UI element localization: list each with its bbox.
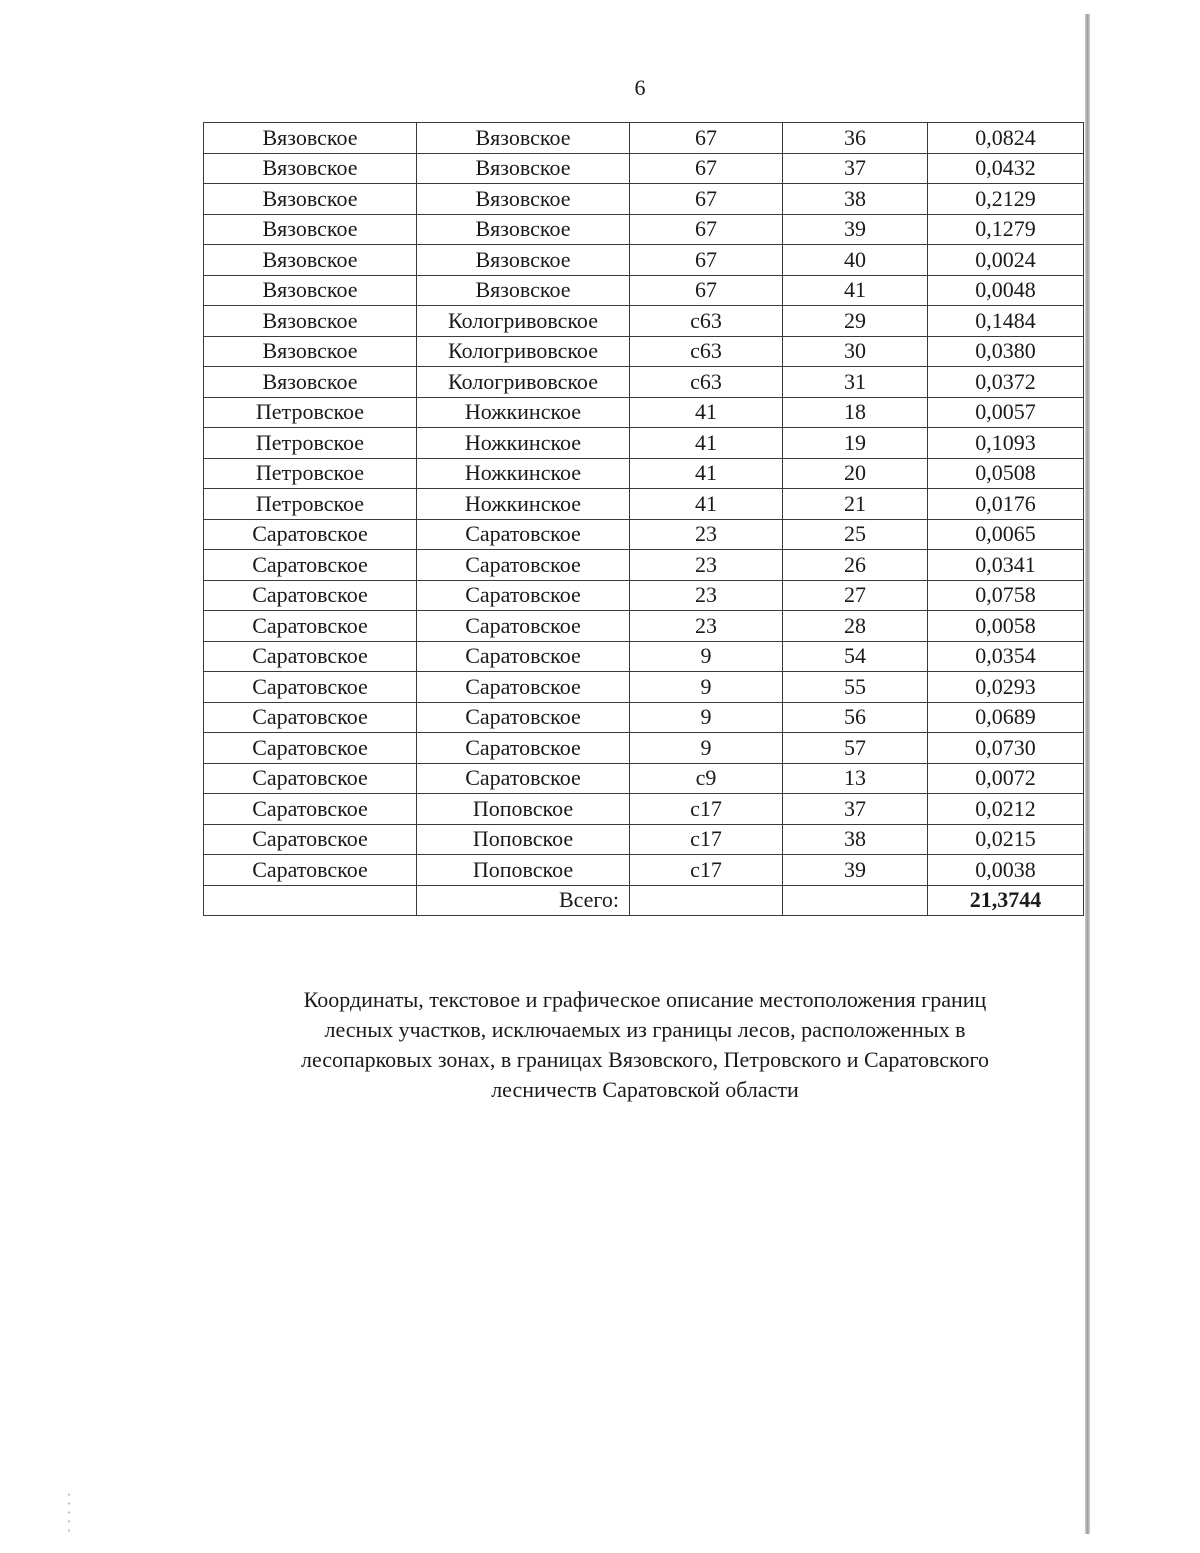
cell-area: 0,0212 — [928, 794, 1084, 825]
cell-allotment: 57 — [783, 733, 928, 764]
table-row — [204, 641, 1084, 672]
table-row — [204, 428, 1084, 459]
cell-allotment: 54 — [783, 641, 928, 672]
cell-forestry: Саратовское — [204, 519, 417, 550]
cell-quarter: 67 — [630, 123, 783, 154]
table-row — [204, 306, 1084, 337]
table-body — [204, 123, 1084, 916]
cell-district-forestry: Вязовское — [417, 214, 630, 245]
cell-area: 0,2129 — [928, 184, 1084, 215]
cell-area: 0,0072 — [928, 763, 1084, 794]
cell-allotment: 39 — [783, 214, 928, 245]
cell-area: 0,0824 — [928, 123, 1084, 154]
caption-line: Координаты, текстовое и графическое описание местоположения границ — [303, 987, 987, 1012]
cell-forestry: Саратовское — [204, 580, 417, 611]
cell-area: 0,0354 — [928, 641, 1084, 672]
cell-district-forestry: Саратовское — [417, 672, 630, 703]
cell-district-forestry: Кологривовское — [417, 306, 630, 337]
cell-allotment: 21 — [783, 489, 928, 520]
cell-quarter: 41 — [630, 489, 783, 520]
table-row — [204, 184, 1084, 215]
table-row — [204, 153, 1084, 184]
cell-district-forestry: Вязовское — [417, 153, 630, 184]
cell-quarter: 23 — [630, 580, 783, 611]
cell-area: 0,0380 — [928, 336, 1084, 367]
cell-district-forestry: Вязовское — [417, 184, 630, 215]
cell-forestry: Вязовское — [204, 336, 417, 367]
cell-district-forestry: Вязовское — [417, 275, 630, 306]
cell-allotment: 38 — [783, 824, 928, 855]
cell-area: 0,0293 — [928, 672, 1084, 703]
scan-artifact-dots — [66, 1490, 72, 1534]
cell-forestry: Саратовское — [204, 733, 417, 764]
total-row — [204, 885, 1084, 916]
table-row — [204, 519, 1084, 550]
cell-allotment: 37 — [783, 153, 928, 184]
total-empty-cell — [204, 885, 417, 916]
total-empty-cell — [783, 885, 928, 916]
cell-forestry: Саратовское — [204, 550, 417, 581]
cell-district-forestry: Поповское — [417, 824, 630, 855]
cell-area: 0,0432 — [928, 153, 1084, 184]
cell-district-forestry: Саратовское — [417, 519, 630, 550]
caption-line: лесопарковых зонах, в границах Вязовского, Петровского и Саратовского — [300, 1047, 990, 1072]
cell-forestry: Вязовское — [204, 367, 417, 398]
cell-quarter: 67 — [630, 184, 783, 215]
scanned-page-edge — [1085, 14, 1090, 1534]
cell-area: 0,0176 — [928, 489, 1084, 520]
cell-district-forestry: Кологривовское — [417, 367, 630, 398]
cell-district-forestry: Ножкинское — [417, 397, 630, 428]
cell-area: 0,0341 — [928, 550, 1084, 581]
table-row — [204, 855, 1084, 886]
cell-allotment: 25 — [783, 519, 928, 550]
cell-forestry: Саратовское — [204, 855, 417, 886]
cell-forestry: Саратовское — [204, 611, 417, 642]
table-row — [204, 245, 1084, 276]
cell-quarter: 67 — [630, 214, 783, 245]
cell-area: 0,0065 — [928, 519, 1084, 550]
forest-plots-table — [203, 122, 1084, 916]
cell-area: 0,0215 — [928, 824, 1084, 855]
cell-forestry: Саратовское — [204, 672, 417, 703]
table-row — [204, 458, 1084, 489]
cell-forestry: Вязовское — [204, 184, 417, 215]
cell-allotment: 30 — [783, 336, 928, 367]
cell-quarter: 23 — [630, 550, 783, 581]
cell-allotment: 37 — [783, 794, 928, 825]
cell-area: 0,1484 — [928, 306, 1084, 337]
cell-forestry: Вязовское — [204, 245, 417, 276]
cell-quarter: 23 — [630, 611, 783, 642]
table-row — [204, 550, 1084, 581]
caption-line: лесничеств Саратовской области — [491, 1077, 799, 1102]
cell-allotment: 40 — [783, 245, 928, 276]
cell-allotment: 18 — [783, 397, 928, 428]
table-row — [204, 397, 1084, 428]
cell-quarter: с63 — [630, 367, 783, 398]
cell-area: 0,0058 — [928, 611, 1084, 642]
cell-district-forestry: Кологривовское — [417, 336, 630, 367]
cell-allotment: 29 — [783, 306, 928, 337]
cell-quarter: с9 — [630, 763, 783, 794]
cell-forestry: Вязовское — [204, 153, 417, 184]
total-label: Всего: — [417, 885, 630, 916]
cell-allotment: 20 — [783, 458, 928, 489]
table-row — [204, 733, 1084, 764]
cell-area: 0,0024 — [928, 245, 1084, 276]
cell-quarter: 23 — [630, 519, 783, 550]
cell-area: 0,0730 — [928, 733, 1084, 764]
cell-allotment: 38 — [783, 184, 928, 215]
cell-allotment: 13 — [783, 763, 928, 794]
cell-allotment: 56 — [783, 702, 928, 733]
cell-allotment: 19 — [783, 428, 928, 459]
cell-quarter: 67 — [630, 275, 783, 306]
cell-quarter: 67 — [630, 153, 783, 184]
cell-quarter: 41 — [630, 428, 783, 459]
cell-forestry: Саратовское — [204, 824, 417, 855]
cell-allotment: 55 — [783, 672, 928, 703]
table-row — [204, 580, 1084, 611]
cell-allotment: 41 — [783, 275, 928, 306]
table-row — [204, 214, 1084, 245]
cell-allotment: 36 — [783, 123, 928, 154]
total-empty-cell — [630, 885, 783, 916]
cell-area: 0,1279 — [928, 214, 1084, 245]
cell-area: 0,0758 — [928, 580, 1084, 611]
table-row — [204, 794, 1084, 825]
cell-forestry: Вязовское — [204, 214, 417, 245]
cell-forestry: Петровское — [204, 397, 417, 428]
cell-quarter: с17 — [630, 824, 783, 855]
cell-area: 0,0048 — [928, 275, 1084, 306]
cell-district-forestry: Саратовское — [417, 550, 630, 581]
section-caption — [210, 985, 1080, 1105]
cell-allotment: 28 — [783, 611, 928, 642]
cell-area: 0,0508 — [928, 458, 1084, 489]
cell-quarter: с63 — [630, 306, 783, 337]
cell-district-forestry: Ножкинское — [417, 458, 630, 489]
page-number: 6 — [634, 75, 646, 100]
cell-district-forestry: Саратовское — [417, 733, 630, 764]
caption-line: лесных участков, исключаемых из границы лесов, расположенных в — [324, 1017, 966, 1042]
table-row — [204, 275, 1084, 306]
cell-forestry: Саратовское — [204, 702, 417, 733]
cell-district-forestry: Ножкинское — [417, 489, 630, 520]
total-value: 21,3744 — [928, 885, 1084, 916]
cell-quarter: 9 — [630, 733, 783, 764]
cell-forestry: Петровское — [204, 489, 417, 520]
cell-district-forestry: Поповское — [417, 855, 630, 886]
cell-quarter: 9 — [630, 641, 783, 672]
cell-forestry: Вязовское — [204, 306, 417, 337]
cell-district-forestry: Саратовское — [417, 641, 630, 672]
table-row — [204, 123, 1084, 154]
cell-quarter: 67 — [630, 245, 783, 276]
cell-district-forestry: Вязовское — [417, 123, 630, 154]
cell-forestry: Саратовское — [204, 763, 417, 794]
cell-forestry: Саратовское — [204, 794, 417, 825]
cell-district-forestry: Саратовское — [417, 611, 630, 642]
table-row — [204, 672, 1084, 703]
cell-quarter: 9 — [630, 702, 783, 733]
table-row — [204, 763, 1084, 794]
table-row — [204, 489, 1084, 520]
cell-district-forestry: Саратовское — [417, 580, 630, 611]
table-row — [204, 367, 1084, 398]
table-row — [204, 611, 1084, 642]
cell-quarter: с17 — [630, 855, 783, 886]
cell-quarter: с17 — [630, 794, 783, 825]
cell-allotment: 31 — [783, 367, 928, 398]
cell-area: 0,0372 — [928, 367, 1084, 398]
cell-district-forestry: Саратовское — [417, 763, 630, 794]
cell-forestry: Саратовское — [204, 641, 417, 672]
cell-area: 0,0038 — [928, 855, 1084, 886]
cell-quarter: 41 — [630, 458, 783, 489]
cell-allotment: 26 — [783, 550, 928, 581]
cell-allotment: 39 — [783, 855, 928, 886]
cell-forestry: Вязовское — [204, 275, 417, 306]
cell-quarter: 41 — [630, 397, 783, 428]
cell-district-forestry: Саратовское — [417, 702, 630, 733]
cell-area: 0,1093 — [928, 428, 1084, 459]
cell-allotment: 27 — [783, 580, 928, 611]
cell-forestry: Петровское — [204, 428, 417, 459]
table-row — [204, 702, 1084, 733]
table-row — [204, 824, 1084, 855]
table-row — [204, 336, 1084, 367]
cell-quarter: 9 — [630, 672, 783, 703]
cell-district-forestry: Ножкинское — [417, 428, 630, 459]
cell-forestry: Петровское — [204, 458, 417, 489]
cell-quarter: с63 — [630, 336, 783, 367]
cell-district-forestry: Вязовское — [417, 245, 630, 276]
cell-area: 0,0689 — [928, 702, 1084, 733]
cell-area: 0,0057 — [928, 397, 1084, 428]
cell-district-forestry: Поповское — [417, 794, 630, 825]
cell-forestry: Вязовское — [204, 123, 417, 154]
